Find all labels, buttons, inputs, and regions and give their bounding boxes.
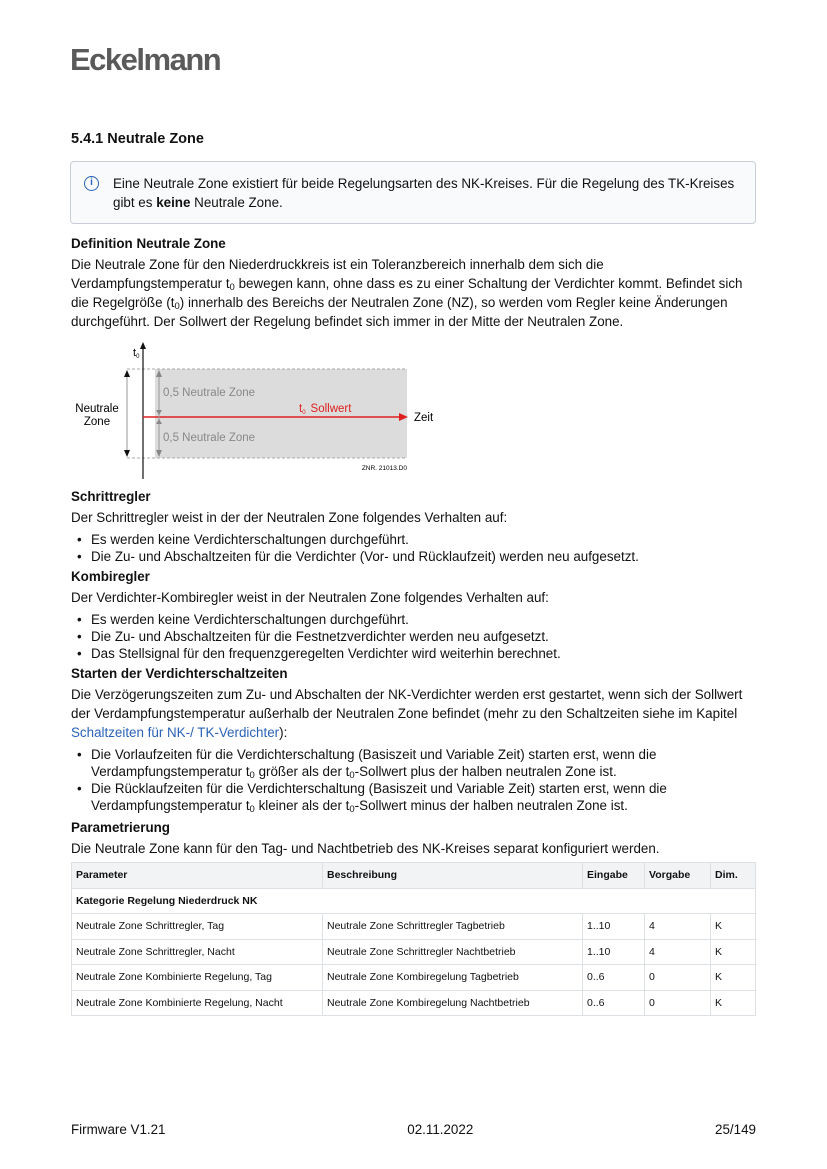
kombiregler-list: [71, 611, 756, 662]
start-list: [71, 746, 756, 814]
date: 02.11.2022: [407, 1122, 474, 1137]
zone-area: [155, 369, 407, 458]
page-footer: [71, 1122, 756, 1137]
y-axis-label: t0: [133, 347, 140, 360]
info-icon: i: [84, 176, 99, 191]
header-parameter: Parameter: [72, 863, 323, 889]
param-title: Parametrierung: [71, 820, 170, 835]
half-zone-lower: 0,5 Neutrale Zone: [163, 432, 256, 444]
firmware-version: Firmware V1.21: [71, 1122, 166, 1137]
definition-title: Definition Neutrale Zone: [71, 236, 226, 251]
list-item: • Die Rücklaufzeiten für die Verdichterschaltung (Basiszeit und Variable Zeit) starten erst, wenn die Verdampfungstemperatur $t_0$ kleiner als der $t_0$-Sollwert minus der halben neutralen Zone ist.: [71, 780, 756, 814]
table-row: Neutrale Zone Schrittregler, Nacht Neutrale Zone Schrittregler Nachtbetrieb 1..10 4 K: [72, 939, 756, 965]
zone-label: Neutrale: [75, 403, 119, 415]
list-item: • Die Zu- und Abschaltzeiten für die Verdichter (Vor- und Rücklaufzeit) werden neu aufgesetzt.: [71, 548, 756, 565]
list-item: • Die Vorlaufzeiten für die Verdichterschaltung (Basiszeit und Variable Zeit) starten erst, wenn die Verdampfungstemperatur $t_0$ größer als der $t_0$-Sollwert plus der halben neutralen Zone ist.: [71, 746, 756, 780]
zone-label: Zone: [83, 416, 111, 428]
schrittregler-text: Der Schrittregler weist in der der Neutralen Zone folgendes Verhalten auf:: [71, 510, 508, 525]
schaltzeiten-link[interactable]: Schaltzeiten für NK-/ TK-Verdichter: [71, 725, 280, 740]
kombiregler-title: Kombiregler: [71, 569, 150, 584]
list-item: • Die Zu- und Abschaltzeiten für die Festnetzverdichter werden neu aufgesetzt.: [71, 628, 756, 645]
section-heading: 5.4.1 Neutrale Zone: [71, 131, 204, 147]
list-item: • Das Stellsignal für den frequenzgeregelten Verdichter wird weiterhin berechnet.: [71, 645, 756, 662]
header-eingabe: Eingabe: [583, 863, 645, 889]
definition-text: Die Neutrale Zone für den Niederdruckkreis ist ein Toleranzbereich innerhalb dem sich die Verdampfungstemperatur $t_0$ bewegen kann, ohne dass es zu einer Schaltung der Verdichter kommt. Befindet sich die Regelgröße $(t_0)$ innerhalb des Bereichs der Neutralen Zone (NZ), so werden vom Regler keine Änderungen durchgeführt. Der Sollwert der Regelung befindet sich immer in der Mitte der Neutralen Zone.: [71, 257, 743, 329]
schrittregler-title: Schrittregler: [71, 489, 151, 504]
list-item: • Es werden keine Verdichterschaltungen durchgeführt.: [71, 611, 756, 628]
table-header: [72, 863, 756, 889]
kombiregler-text: Der Verdichter-Kombiregler weist in der Neutralen Zone folgendes Verhalten auf:: [71, 590, 549, 605]
info-text-end: Neutrale Zone.: [190, 195, 283, 210]
parameter-table: [71, 862, 756, 1016]
x-axis-label: Zeit: [414, 412, 434, 424]
start-title: Starten der Verdichterschaltzeiten: [71, 666, 288, 681]
document-content: [71, 131, 756, 1016]
figure-ref: ZNR. 21013.D0: [361, 465, 407, 472]
schrittregler-list: [71, 531, 756, 565]
info-text: Eine Neutrale Zone existiert für beide Regelungsarten des NK-Kreises. Für die Regelung des TK-Kreises gibt es: [113, 176, 735, 210]
header-vorgabe: Vorgabe: [645, 863, 711, 889]
neutral-zone-diagram: [71, 341, 756, 481]
header-beschreibung: Beschreibung: [323, 863, 583, 889]
header-dim: Dim.: [711, 863, 756, 889]
half-zone-upper: 0,5 Neutrale Zone: [163, 387, 256, 399]
setpoint-label: t0 Sollwert: [299, 403, 352, 416]
info-bold: keine: [156, 195, 191, 210]
table-row: Neutrale Zone Kombinierte Regelung, Tag Neutrale Zone Kombiregelung Tagbetrieb 0..6 0 K: [72, 965, 756, 991]
category-row: Kategorie Regelung Niederdruck NK: [72, 888, 756, 914]
param-text: Die Neutrale Zone kann für den Tag- und Nachtbetrieb des NK-Kreises separat konfiguriert werden.: [71, 841, 660, 856]
page-number: 25/149: [715, 1122, 756, 1137]
table-row: Neutrale Zone Schrittregler, Tag Neutrale Zone Schrittregler Tagbetrieb 1..10 4 K: [72, 914, 756, 940]
table-row: Neutrale Zone Kombinierte Regelung, Nacht Neutrale Zone Kombiregelung Nachtbetrieb 0..6 0 K: [72, 990, 756, 1016]
start-text: Die Verzögerungszeiten zum Zu- und Abschalten der NK-Verdichter werden erst gestartet, wenn sich der Sollwert der Verdampfungstemperatur außerhalb der Neutralen Zone befindet (mehr zu den Schaltzeiten siehe im Kapitel Schaltzeiten für NK-/ TK-Verdichter):: [71, 687, 743, 740]
logo: Eckelmann: [70, 42, 221, 77]
list-item: • Es werden keine Verdichterschaltungen durchgeführt.: [71, 531, 756, 548]
info-box: [70, 161, 756, 224]
